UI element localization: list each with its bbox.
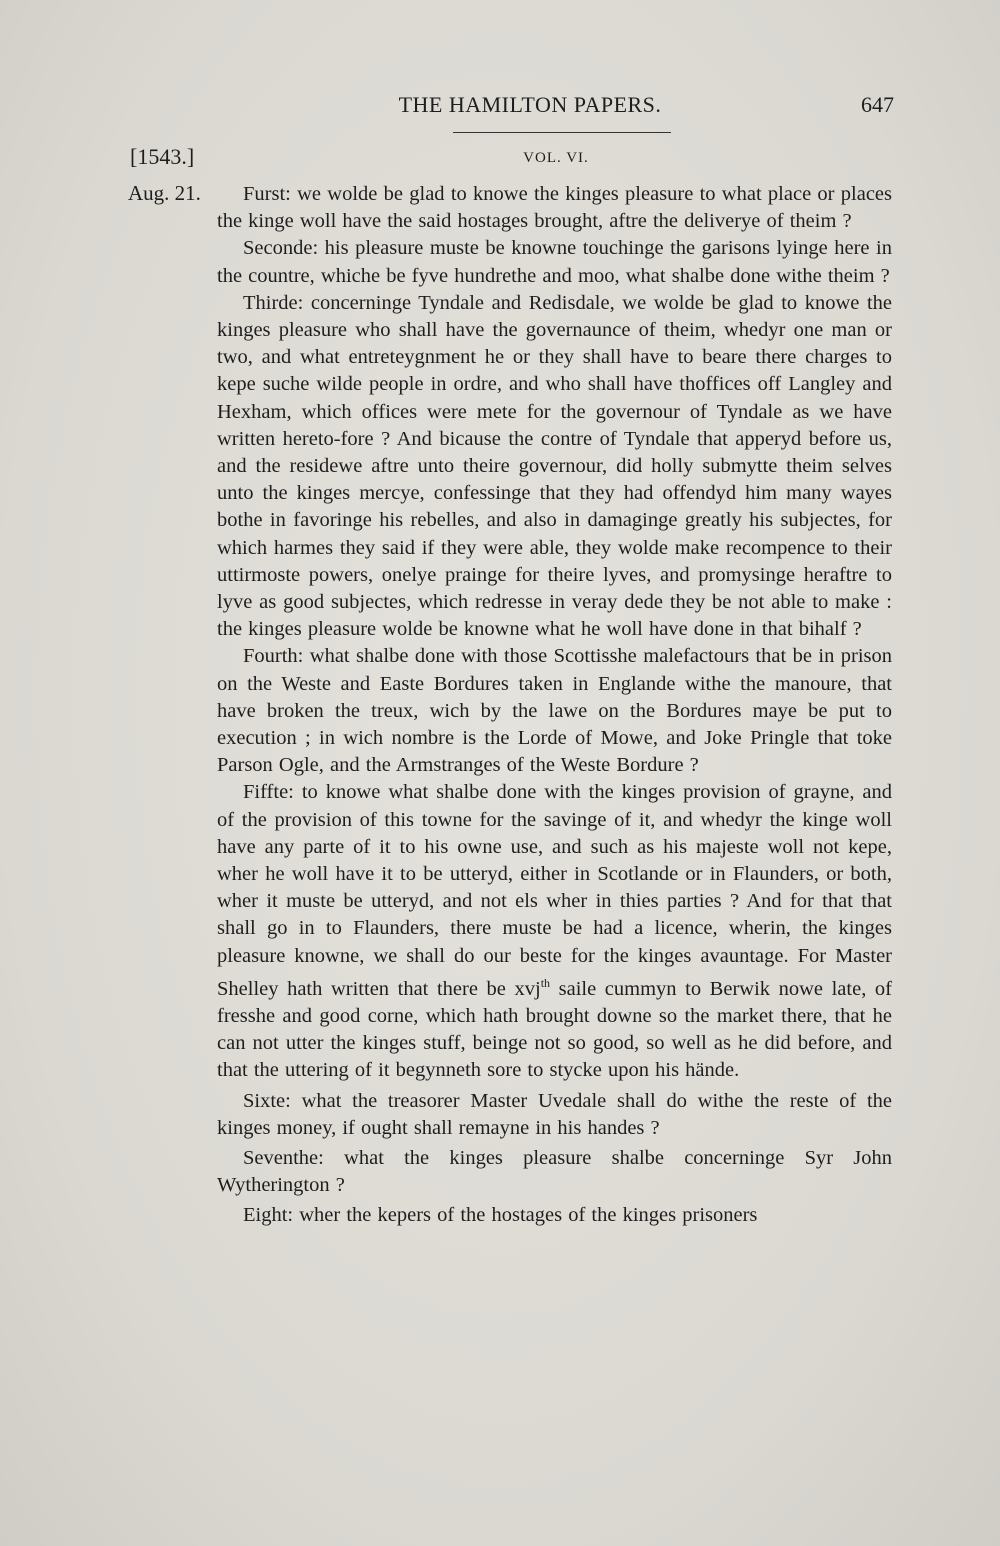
paragraph-seventh: Seventhe: what the kinges pleasure shalbe concerninge Syr John Wytherington ? bbox=[217, 1146, 892, 1197]
paragraph-sixth: Sixte: what the treasorer Master Uvedale shall do withe the reste of the kinges money, if ought shall remayne in his handes ? bbox=[217, 1089, 892, 1139]
ordinal-superscript: th bbox=[540, 975, 551, 990]
paragraph-fourth: Fourth: what shalbe done with those Scottisshe malefactours that be in prison on the Weste and Easte Bordures taken in Englande withe the manoure, that have broken the treux, wich by the lawe on the Bordures maye be put to execution ; in wich nombre is the Lorde of Mowe, and Joke Pringle that toke Parson Ogle, and the Armstranges of the Weste Bordure ? bbox=[217, 645, 892, 777]
paragraph-third: Thirde: concerninge Tyndale and Redisdale, we wolde be glad to knowe the kinges pleasure who shall have the governaunce of theim, whedyr one man or two, and what entreteygnment he or they shall have to beare there charges to kepe suche wilde people in ordre, and who shall have thoffices off Langley and Hexham, which offices were mete for the governour of Tyndale as we have written hereto-fore ? And bicause the contre of Tyndale that apperyd before us, and the residewe aftre unto theire governour, did holly submytte theim selves unto the kinges mercye, confessinge that they had offendyd him many wayes bothe in favoringe his rebelles, and also in damaginge greatly his subjectes, for which harmes they said if they were able, they wolde make recompence to their uttirmoste powers, onelye prainge for theire lyves, and promysinge heraftre to lyve as good subjectes, which redresse in veray dede they be not able to make : the kinges pleasure wolde be knowne what he woll have done in that bihalf ? bbox=[217, 291, 892, 641]
year-marker: [1543.] bbox=[130, 144, 195, 169]
paragraph-eighth: Eight: wher the kepers of the hostages of the kinges prisoners bbox=[243, 1204, 758, 1227]
paragraph-second: Seconde: his pleasure muste be knowne touchinge the garisons lyinge here in the countre, whiche be fyve hundrethe and moo, what shalbe done withe theim ? bbox=[217, 237, 892, 287]
paragraph-fifth: Fiffte: to knowe what shalbe done with the kinges provision of grayne, and of the provision of this towne for the savinge of it, and whedyr the kinge woll have any parte of it to his owne use, and such as his majeste woll not kepe, wher he woll have it to be utteryd, either in Scotlande or in Flaunders, or both, wher it muste be utteryd, and not els wher in thies parties ? And for that that shall go in to Flaunders, there muste be had a licence, wherin, the kinges pleasure knowne, we shall do our beste for the kinges avauntage. For Master Shelley hath written that there be xvj$^{th}$ saile cummyn to Berwik nowe late, of fresshe and good corne, which hath brought downe so the market there, that he can not utter the kinges stuff, beinge not so good, so well as he did before, and that the uttering of it begynneth sore to stycke upon his hände. bbox=[217, 781, 892, 1082]
body-text bbox=[217, 181, 892, 1230]
title-rule bbox=[453, 132, 671, 133]
paragraph-first: Furst: we wolde be glad to knowe the kinges pleasure to what place or places the kinge woll have the said hostages brought, aftre the deliverye of theim ? bbox=[217, 183, 892, 233]
margin-date: Aug. 21. bbox=[128, 181, 201, 205]
running-title: THE HAMILTON PAPERS. bbox=[398, 92, 662, 117]
volume-label: VOL. VI. bbox=[523, 150, 589, 166]
page-number: 647 bbox=[861, 92, 894, 117]
